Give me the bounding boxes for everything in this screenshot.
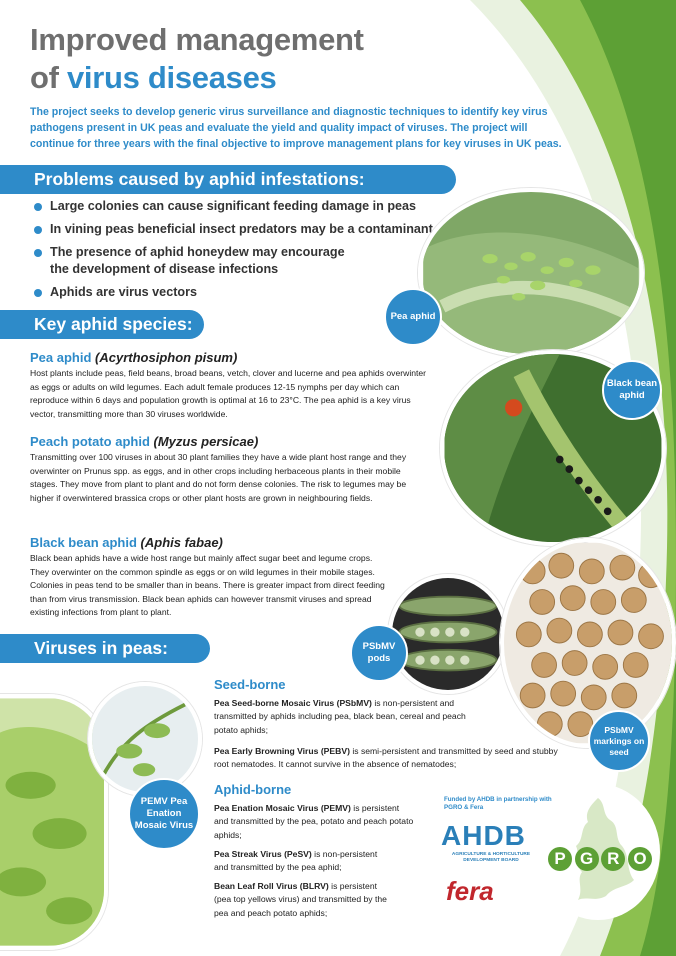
species-title-pea-aphid: Pea aphid (Acyrthosiphon pisum) [30, 350, 238, 365]
list-item: Large colonies can cause significant feeding damage in peas [34, 198, 434, 215]
ahdb-logo-subtitle: AGRICULTURE & HORTICULTURE DEVELOPMENT BOARD [451, 852, 531, 863]
species-title-peach-potato-aphid: Peach potato aphid (Myzus persicae) [30, 434, 259, 449]
pgro-letter: P [548, 847, 572, 871]
viruses-heading: Viruses in peas: [0, 634, 210, 663]
black-bean-aphid-label: Black bean aphid [602, 360, 662, 420]
psbmv-pods-photo-image [392, 578, 504, 690]
problems-heading: Problems caused by aphid infestations: [0, 165, 456, 194]
psbmv-seed-photo-image [504, 542, 672, 744]
funded-by-text: Funded by AHDB in partnership with PGRO & Fera [444, 796, 552, 811]
pea-tendril-photo [88, 682, 202, 796]
ahdb-logo: AHDB [441, 820, 526, 851]
fera-logo: fera [446, 876, 494, 906]
virus-pesv: Pea Streak Virus (PeSV) is non-persistent and transmitted by the pea aphid; [214, 849, 378, 873]
virus-blrv: Bean Leaf Roll Virus (BLRV) is persistent (pea top yellows virus) and transmitted by the pea and peach potato aphids; [214, 881, 387, 918]
virus-pebv: Pea Early Browning Virus (PEBV) is semi-persistent and transmitted by seed and stubby root nematodes. It cannot survive in the absence of nematodes; [214, 746, 558, 770]
list-item: In vining peas beneficial insect predators may be a contaminant [34, 221, 434, 238]
species-body-black-bean-aphid: Black bean aphids have a wide host range but mainly affect sugar beet and legume crops. They overwinter on the common spindle as eggs or on wild legumes in their mobile stages. Colonies in peas tend to be smaller than in beans. There is greater impact from direct feeding than from virus transmission. Black bean aphids can however transmit viruses and spread existing infections from plant to plant. [30, 553, 385, 618]
pea-aphid-label: Pea aphid [384, 288, 442, 346]
seed-borne-heading: Seed-borne [214, 677, 286, 692]
title-line-2 [30, 60, 277, 96]
pea-aphid-photo-image [422, 192, 640, 354]
species-title-black-bean-aphid: Black bean aphid (Aphis fabae) [30, 535, 223, 550]
psbmv-pods-photo [388, 574, 508, 694]
psbmv-seed-photo [500, 538, 676, 748]
species-heading: Key aphid species: [0, 310, 204, 339]
list-item: The presence of aphid honeydew may encourage the development of disease infections [34, 244, 364, 278]
intro-paragraph: The project seeks to develop generic virus surveillance and diagnostic techniques to identify key virus pathogens present in UK peas and evaluate the yield and quality impact of viruses. The project will continue for three years with the final objective to improve management plans for key viruses in UK peas. [30, 106, 562, 150]
pgro-letter: G [575, 847, 599, 871]
title-prefix: of [30, 60, 67, 95]
virus-psbmv: Pea Seed-borne Mosaic Virus (PSbMV) is non-persistent and transmitted by aphids including pea, black bean, cereal and peach potato aphids; [214, 698, 466, 735]
list-item: Aphids are virus vectors [34, 284, 434, 301]
psbmv-seed-label: PSbMV markings on seed [588, 710, 650, 772]
pea-tendril-photo-image [92, 686, 198, 792]
species-body-pea-aphid: Host plants include peas, field beans, broad beans, vetch, clover and lucerne and pea aphids overwinter as eggs or adults on wild legumes. Each adult female produces 12-15 nymphs per day which can reproduce within 6 days and population growth is optimal at 16 to 23°C. The pea aphid is a key virus vector, transmitting more than 30 viruses worldwide. [30, 368, 427, 419]
pgro-letters [548, 843, 652, 875]
pgro-letter: O [628, 847, 652, 871]
psbmv-pods-label: PSbMV pods [350, 624, 408, 682]
problems-list [34, 198, 434, 307]
title-accent: virus diseases [66, 60, 277, 95]
pgro-letter: R [601, 847, 625, 871]
pemv-label: PEMV Pea Enation Mosaic Virus [128, 778, 200, 850]
aphid-borne-heading: Aphid-borne [214, 782, 292, 797]
virus-pemv: Pea Enation Mosaic Virus (PEMV) is persistent and transmitted by the pea, potato and peach potato aphids; [214, 803, 414, 840]
title-line-1: Improved management [30, 22, 364, 57]
species-body-peach-potato-aphid: Transmitting over 100 viruses in about 30 plant families they have a wide plant host range and they overwinter on Prunus spp. as eggs, and in other crops including herbaceous plants in their mobile stages. They move from plant to plant and do not form dense colonies. The risk to legumes may be higher if overwintered brassica crops or other plant hosts are grown in neighbouring fields. [30, 452, 407, 503]
pea-aphid-photo [418, 188, 644, 358]
